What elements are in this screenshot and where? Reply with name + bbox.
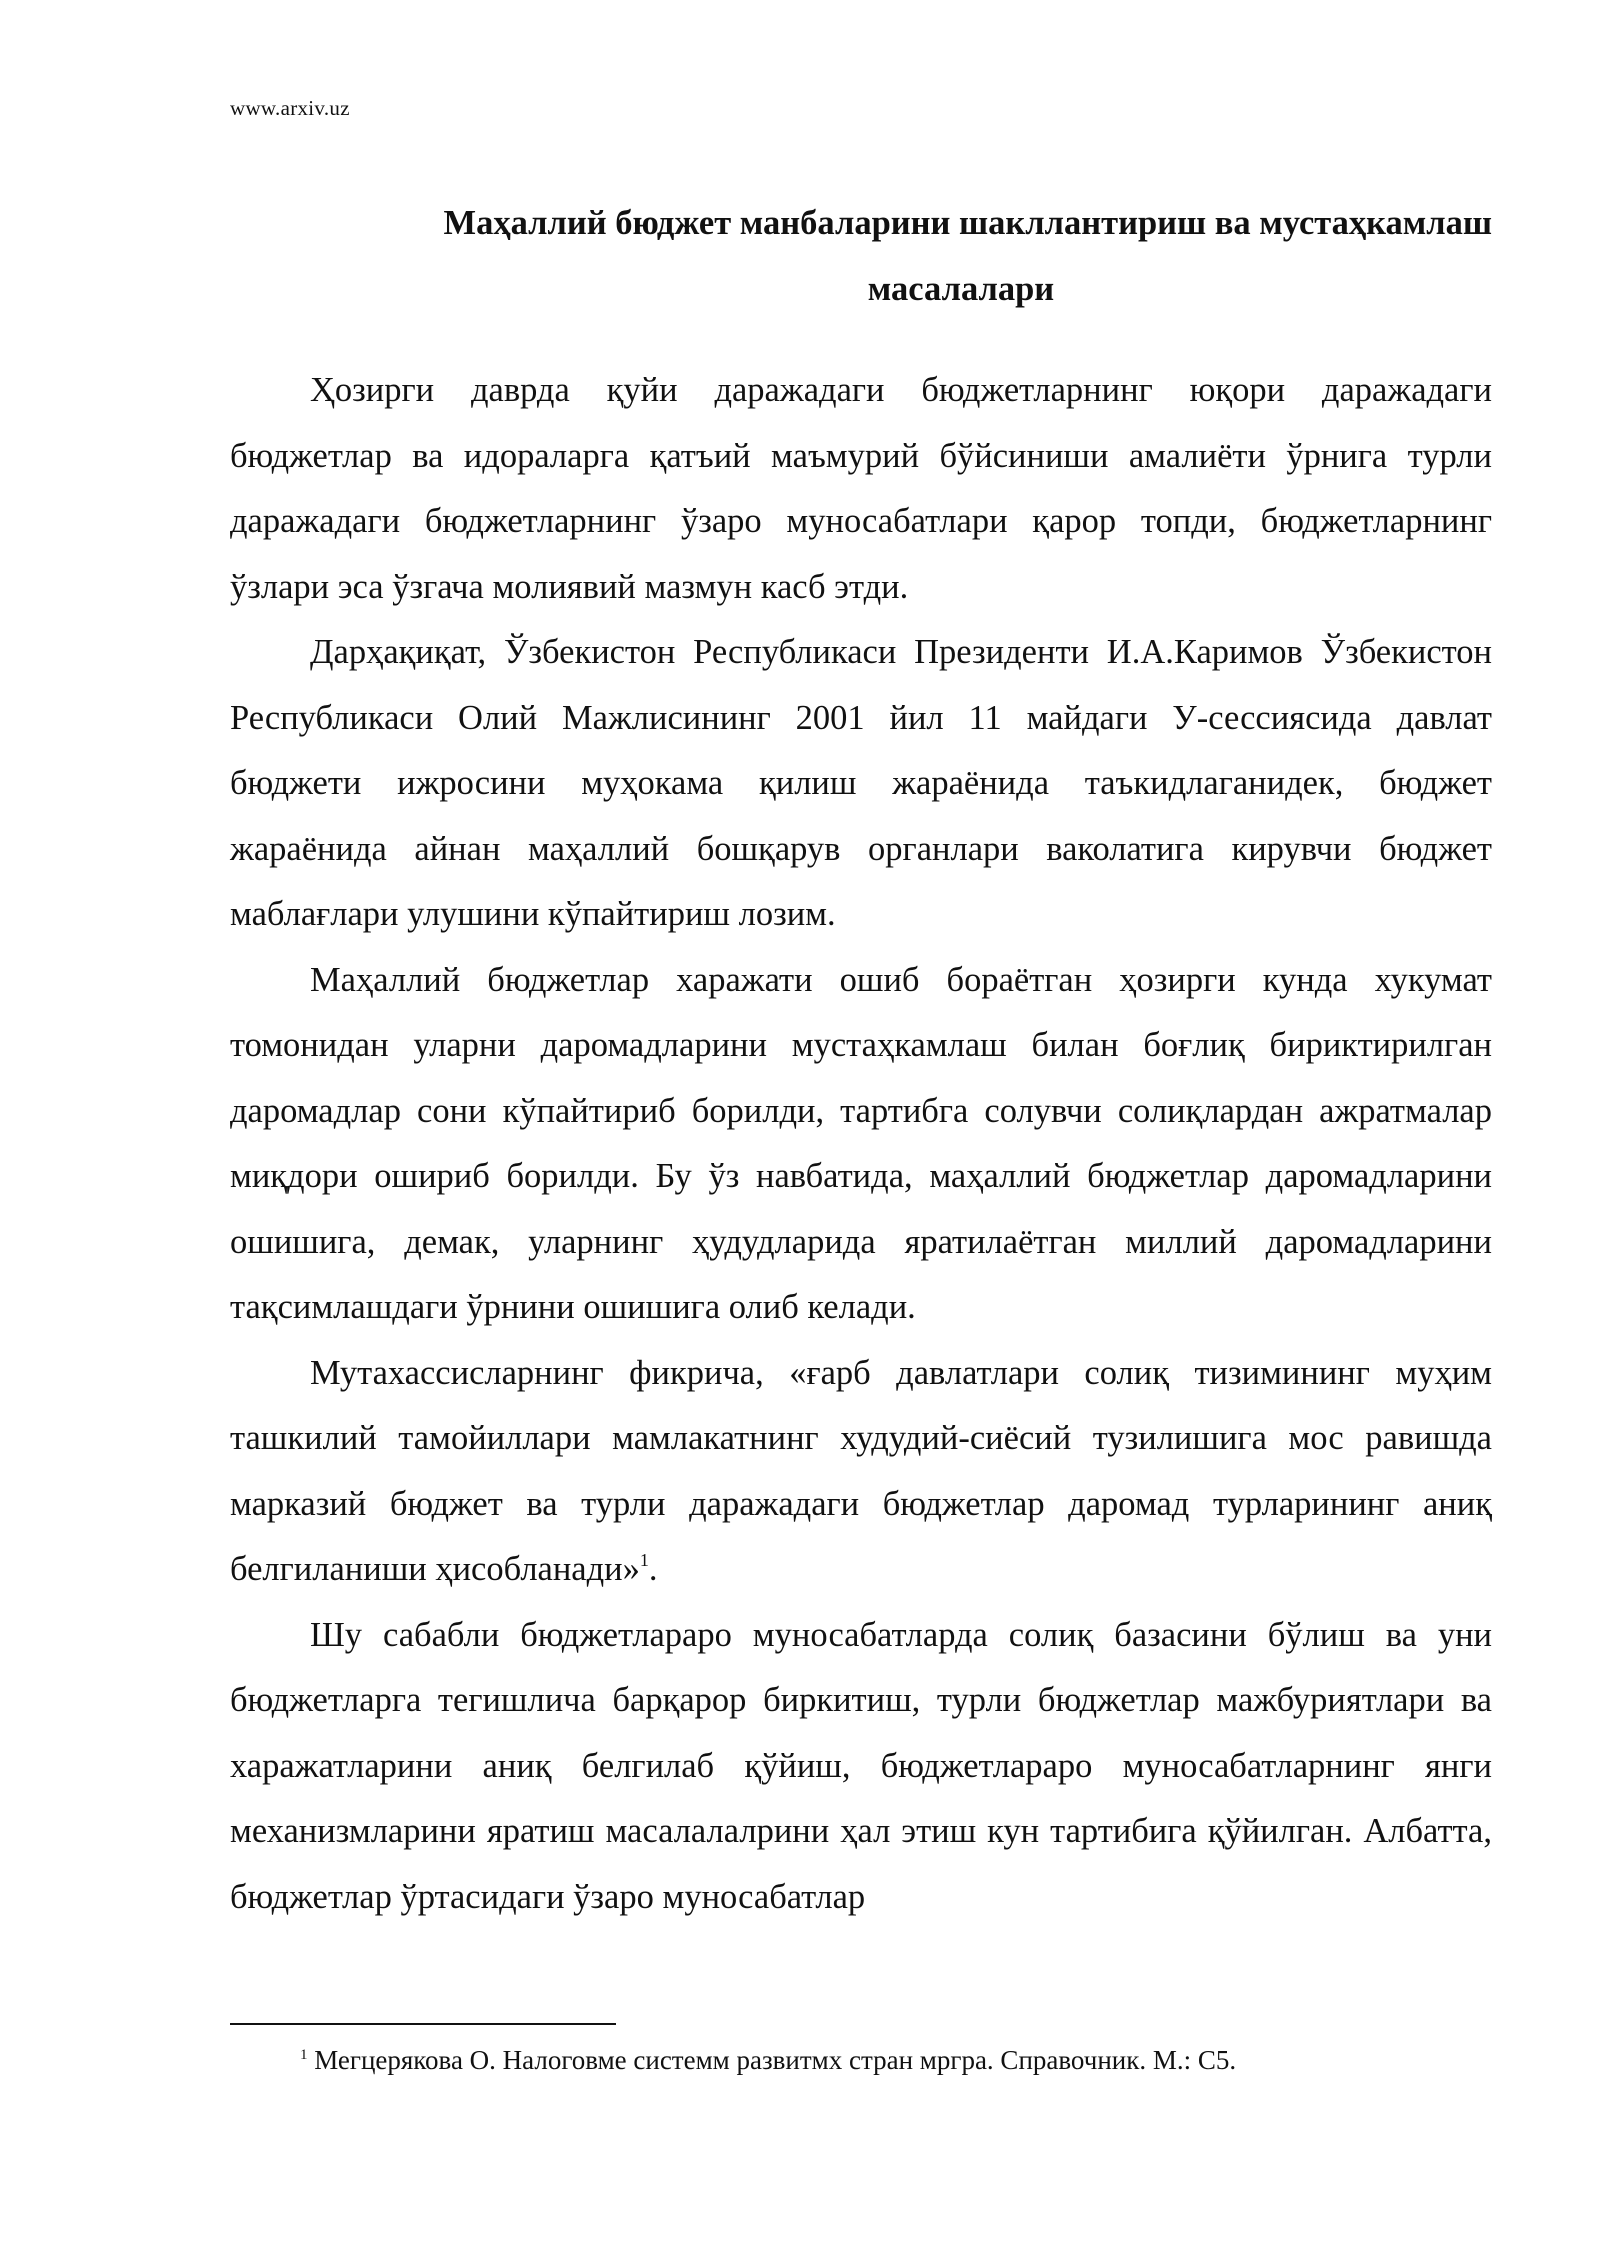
paragraph-2: Дарҳақиқат, Ўзбекистон Республикаси Президенти И.А.Каримов Ўзбекистон Республикаси Олий Мажлисининг 2001 йил 11 майдаги У-сессиясида давлат бюджети ижросини муҳокама қилиш жараёнида таъкидлаганидек, бюджет жараёнида айнан маҳаллий бошқарув органлари ваколатига кирувчи бюджет маблағлари улушини кўпайтириш лозим. — [230, 633, 1492, 933]
footnote-text: Мегцерякова О. Налоговме системм развитмх стран мргра. Справочник. М.: С5. — [314, 2045, 1237, 2075]
footnote-separator — [230, 2023, 616, 2025]
title-line-2: масалалари — [867, 270, 1055, 308]
footnote — [300, 2043, 1490, 2077]
footnote-reference: 1 — [639, 1550, 649, 1570]
footnote-marker: 1 — [300, 2047, 308, 2063]
paragraph-4 — [230, 1341, 1492, 1603]
title-line-1: Маҳаллий бюджет манбаларини шакллантириш ва мустаҳкамлаш — [443, 204, 1492, 242]
paragraph-1: Ҳозирги даврда қуйи даражадаги бюджетларнинг юқори даражадаги бюджетлар ва идораларга қатъий маъмурий бўйсиниши амалиёти ўрнига турли даражадаги бюджетларнинг ўзаро муносабатлари қарор топди, бюджетларнинг ўзлари эса ўзгача молиявий мазмун касб этди. — [230, 371, 1492, 606]
paragraph-5: Шу сабабли бюджетлараро муносабатларда солиқ базасини бўлиш ва уни бюджетларга тегишлича барқарор биркитиш, турли бюджетлар мажбуриятлари ва харажатларини аниқ белгилаб қўйиш, бюджетлараро муносабатларнинг янги механизмларини яратиш масалалалрини ҳал этиш кун тартибига қўйилган. Албатта, бюджетлар ўртасидаги ўзаро муносабатлар — [230, 1615, 1492, 1916]
site-url: www.arxiv.uz — [230, 96, 350, 120]
body-text — [230, 358, 1492, 1930]
paragraph-4-end: . — [648, 1550, 658, 1588]
page-title — [230, 190, 1492, 322]
paragraph-4-text: Мутахассисларнинг фикрича, «ғарб давлатлари солиқ тизимининг муҳим ташкилий тамойиллари мамлакатнинг худудий-сиёсий тузилишига мос равишда марказий бюджет ва турли даражадаги бюджетлар даромад турларининг аниқ белгиланиши ҳисобланади» — [230, 1353, 1492, 1588]
paragraph-3: Маҳаллий бюджетлар харажати ошиб бораётган ҳозирги кунда хукумат томонидан уларни даромадларини мустаҳкамлаш билан боғлиқ бириктирилган даромадлар сони кўпайтириб борилди, тартибга солувчи солиқлардан ажратмалар миқдори ошириб борилди. Бу ўз навбатида, маҳаллий бюджетлар даромадларини ошишига, демак, уларнинг ҳудудларида яратилаётган миллий даромадларини тақсимлашдаги ўрнини ошишига олиб келади. — [230, 960, 1492, 1326]
